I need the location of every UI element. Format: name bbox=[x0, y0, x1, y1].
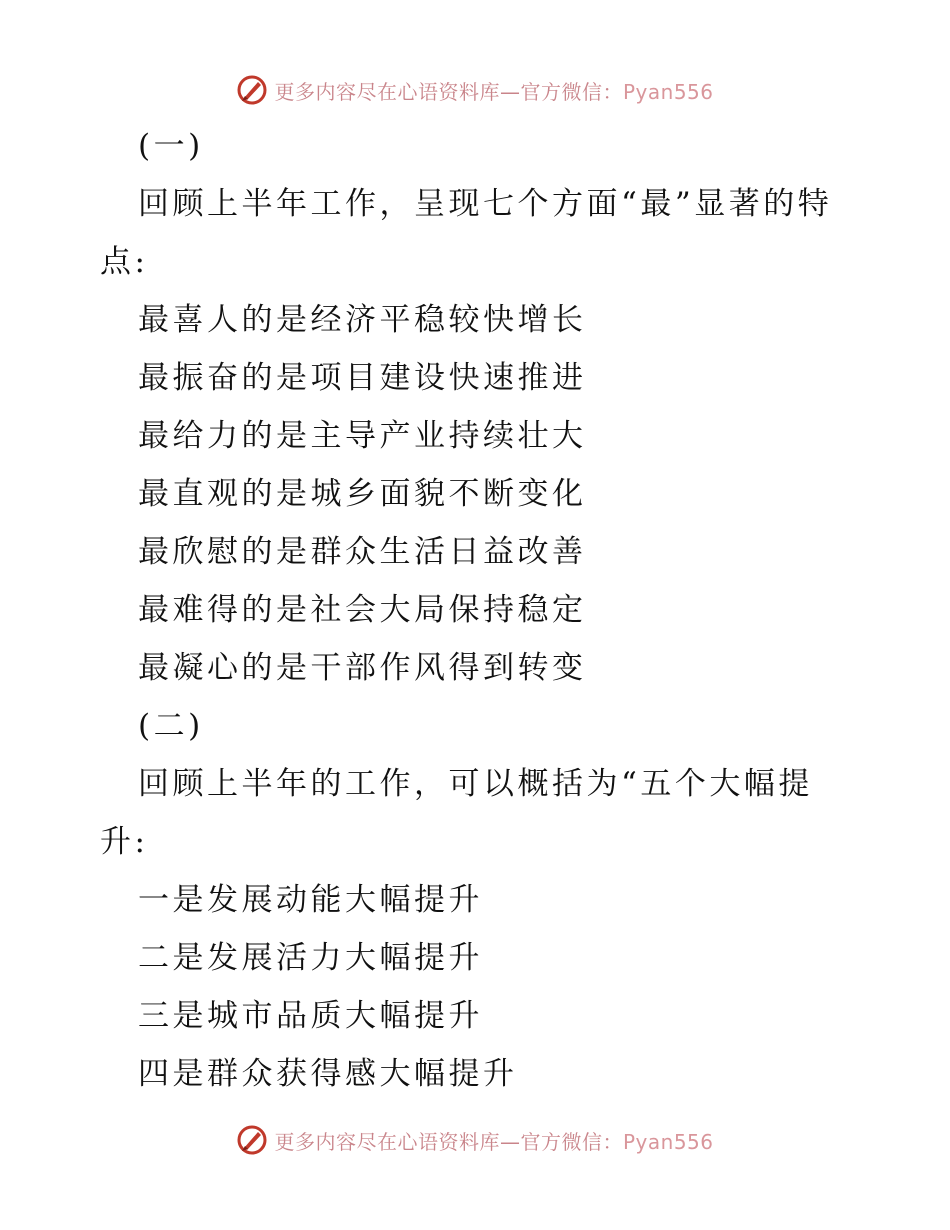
banner-text bbox=[274, 76, 713, 105]
section-intro: 回顾上半年的工作，可以概括为“五个大幅提 bbox=[138, 766, 813, 802]
quill-logo-icon bbox=[236, 1124, 268, 1156]
section-intro-continued: 升: bbox=[100, 824, 149, 860]
list-item: 二是发展活力大幅提升 bbox=[138, 940, 483, 976]
list-item: 最直观的是城乡面貌不断变化 bbox=[138, 476, 587, 512]
banner-wechat-id: Pyan556 bbox=[622, 1129, 714, 1154]
banner-title: 更多内容尽在心语资料库 bbox=[274, 79, 500, 104]
banner-wechat-label: 官方微信： bbox=[520, 79, 623, 104]
list-item: 一是发展动能大幅提升 bbox=[138, 882, 483, 918]
banner-wechat-id: Pyan556 bbox=[622, 79, 714, 104]
section-intro: 回顾上半年工作，呈现七个方面“最”显著的特 bbox=[138, 186, 833, 222]
banner-separator: — bbox=[499, 79, 521, 104]
section-intro-continued: 点: bbox=[100, 244, 149, 280]
list-item: 四是群众获得感大幅提升 bbox=[138, 1056, 518, 1092]
list-item: 最振奋的是项目建设快速推进 bbox=[138, 360, 587, 396]
section-heading: (一) bbox=[138, 128, 204, 164]
list-item: 最喜人的是经济平稳较快增长 bbox=[138, 302, 587, 338]
footer-banner bbox=[0, 1120, 950, 1160]
list-item: 最难得的是社会大局保持稳定 bbox=[138, 592, 587, 628]
quill-logo-icon bbox=[236, 74, 268, 106]
banner-wechat-label: 官方微信： bbox=[520, 1129, 623, 1154]
banner-text bbox=[274, 1126, 713, 1155]
banner-title: 更多内容尽在心语资料库 bbox=[274, 1129, 500, 1154]
header-banner bbox=[0, 70, 950, 110]
banner-separator: — bbox=[499, 1129, 521, 1154]
list-item: 最给力的是主导产业持续壮大 bbox=[138, 418, 587, 454]
section-heading: (二) bbox=[138, 708, 204, 744]
list-item: 最凝心的是干部作风得到转变 bbox=[138, 650, 587, 686]
list-item: 三是城市品质大幅提升 bbox=[138, 998, 483, 1034]
list-item: 最欣慰的是群众生活日益改善 bbox=[138, 534, 587, 570]
